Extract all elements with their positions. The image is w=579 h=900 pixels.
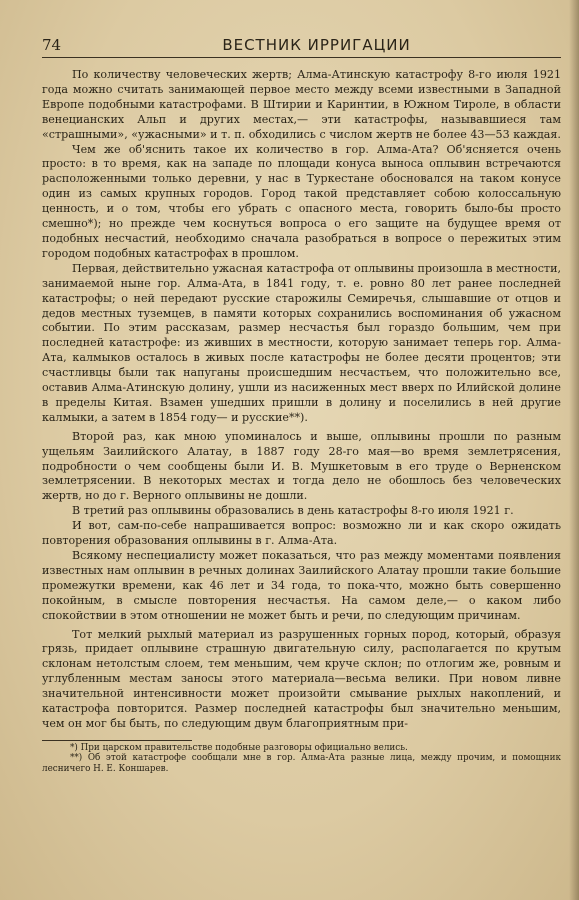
page-number: 74	[42, 36, 62, 54]
footnote: *) При царском правительстве подобные разговоры официально велись.	[70, 742, 408, 753]
footnotes	[42, 743, 561, 775]
paragraph: Всякому неспециалисту может показаться, что раз между моментами появления известных нам оплывин в речных долинах Заилийского Алатау прошли такие большие промежутки времени, как 46 лет и 34 года, то пока-что, можно быть совершенно покойным, в смысле повторения несчастья. На самом деле,— о каком либо спокойствии в этом отношении не может быть и речи, по следующим причинам.	[42, 549, 561, 622]
paragraph: Тот мелкий рыхлый материал из разрушенных горных пород, который, образуя грязь, придает оплывине страшную двигательную силу, располагается по крутым склонам нетолстым слоем, тем меньшим, чем круче склон; по отлогим же, ровным и углубленным местам заносы этого материала—весьма велики. При новом ливне значительной интенсивности может произойти смывание рыхлых накоплений, и катастрофа повторится. Размер последней катастрофы был значительно меньшим, чем он мог бы быть, по следующим двум благоприятным при-	[42, 627, 561, 730]
running-title: ВЕСТНИК ИРРИГАЦИИ	[222, 36, 411, 54]
page-header	[42, 36, 561, 58]
footnote-divider	[42, 740, 192, 741]
paragraph: По количеству человеческих жертв; Алма-Атинскую катастрофу 8-го июля 1921 года можно считать занимающей первое место между всеми известными в Западной Европе подобными катастрофами. В Штирии и Каринтии, в Южном Тироле, в области венецианских Альп и других местах,— эти катастрофы, называвшиеся там «страшными», «ужасными» и т. п. обходились с числом жертв не более 43—53 каждая.	[42, 68, 561, 141]
paragraph: Первая, действительно ужасная катастрофа от оплывины произошла в местности, занимаемой ныне гор. Алма-Ата, в 1841 году, т. е. ровно 80 лет ранее последней катастрофы; о ней передают русские старожилы Семиречья, слышавшие от отцов и дедов местных туземцев, в памяти которых сохранились воспоминания об ужасном событии. По этим рассказам, размер несчастья был гораздо большим, чем при последней катастрофе: из живших в местности, которую занимает теперь гор. Алма-Ата, калмыков осталось в живых после катастрофы не более десяти процентов; эти счастливцы были так напуганы происшедшим несчастьем, что положительно все, оставив Алма-Атинскую долину, ушли из насиженных мест вверх по Илийской долине в пределы Китая. Взамен ушедших пришли в долину и поселились в ней другие калмыки, а затем в 1854 году— и русские**).	[42, 261, 561, 424]
page-edge-shadow	[569, 0, 579, 900]
paragraph: Чем же об'яснить такое их количество в гор. Алма-Ата? Об'ясняется очень просто: в то время, как на западе по площади конуса выноса оплывин встречаются расположенными только деревни, у нас в Туркестане обосновался на таком конусе один из самых крупных городов. Город такой представляет собою колоссальную ценность, и о том, чтобы его убрать с опасного места, говорить было-бы просто смешно*); но прежде чем коснуться вопроса о его защите на будущее время от подобных несчастий, необходимо сначала разобраться в вопросе о пережитых этим городом подобных катастрофах в прошлом.	[42, 142, 561, 260]
paragraph: И вот, сам-по-себе напрашивается вопрос: возможно ли и как скоро ожидать повторения образования оплывины в г. Алма-Ата.	[42, 519, 561, 548]
footnote: **) Об этой катастрофе сообщали мне в гор. Алма-Ата разные лица, между прочим, и помощник лесничего Н. Е. Коншарев.	[42, 753, 561, 774]
paragraph: Второй раз, как мною упоминалось и выше, оплывины прошли по разным ущельям Заилийского Алатау, в 1887 году 28-го мая—во время землетрясения, подробности о чем сообщены были И. В. Мушкетовым в его труде о Верненском землетрясении. В некоторых местах и тогда дело не обошлось без человеческих жертв, но до г. Верного оплывины не дошли.	[42, 429, 561, 503]
article-body	[42, 68, 561, 732]
paragraph: В третий раз оплывины образовались в день катастрофы 8-го июля 1921 г.	[72, 504, 514, 518]
